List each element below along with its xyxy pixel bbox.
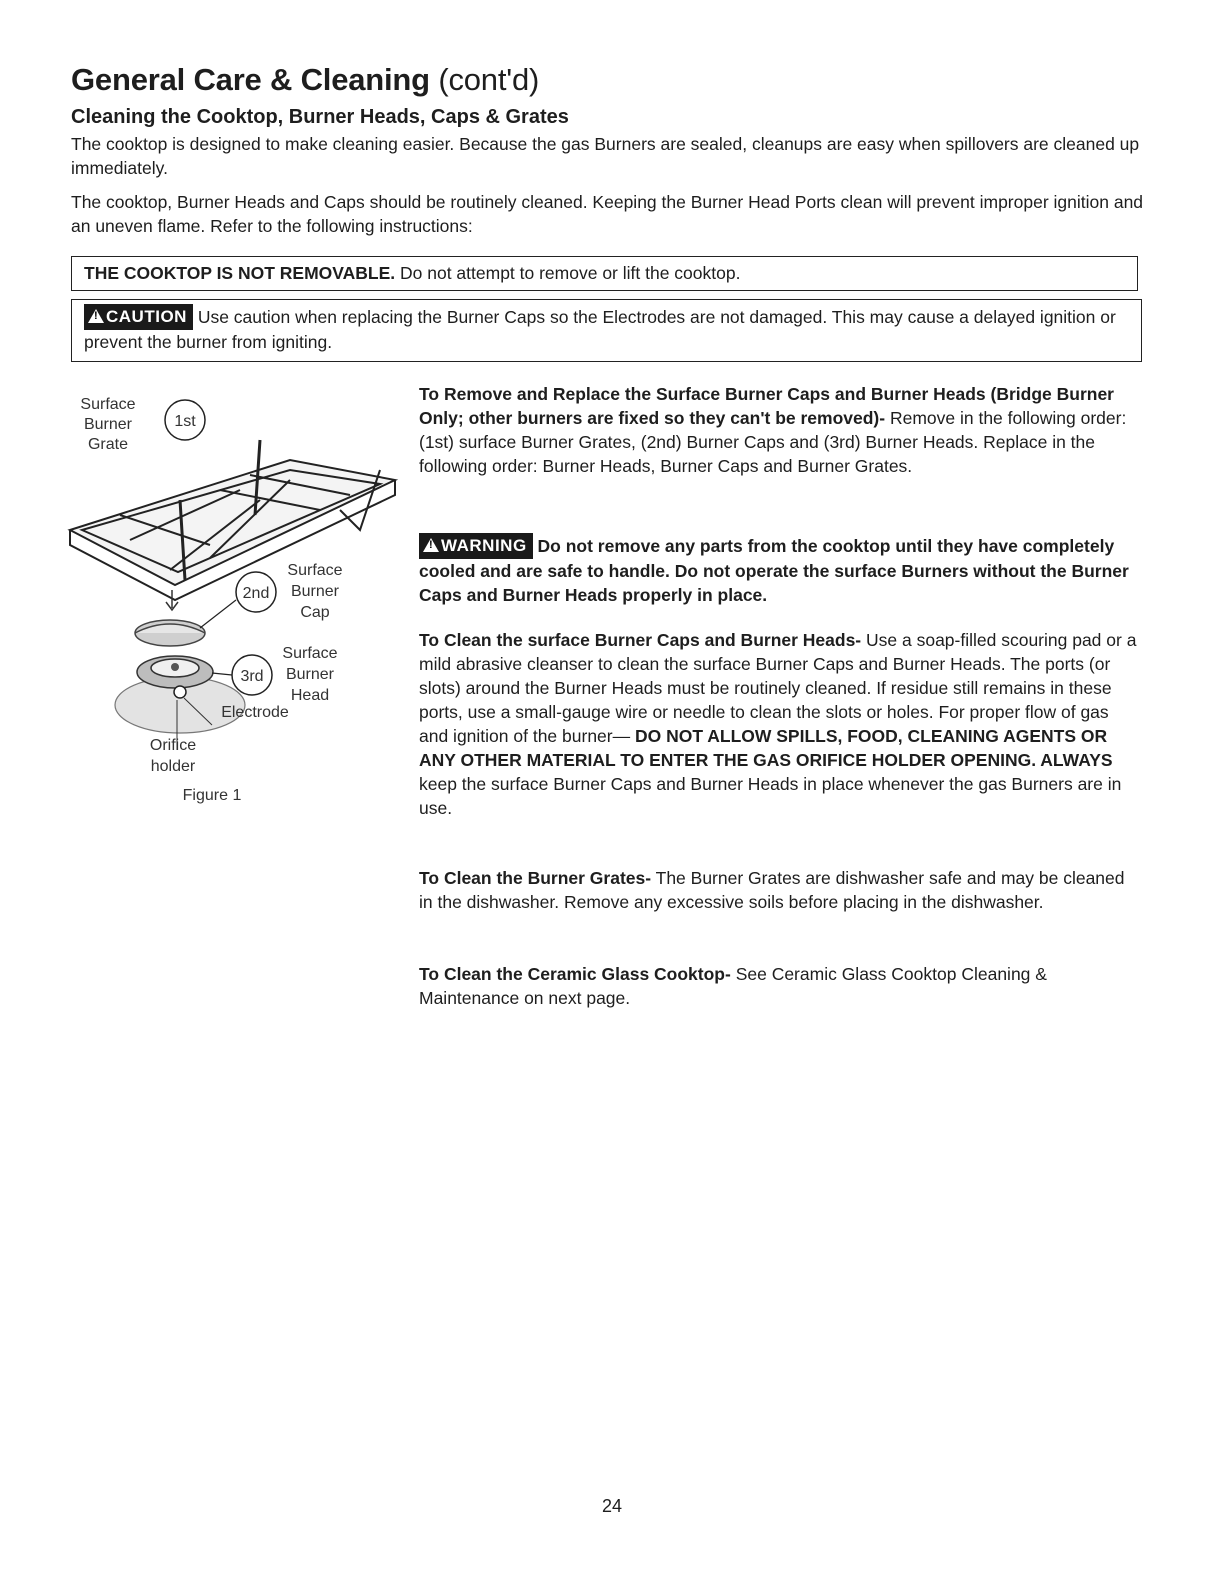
not-removable-notice: THE COOKTOP IS NOT REMOVABLE. Do not attempt to remove or lift the cooktop. bbox=[71, 256, 1138, 291]
svg-text:Head: Head bbox=[290, 687, 330, 704]
svg-text:holder: holder bbox=[150, 758, 196, 775]
caution-badge: !CAUTION bbox=[84, 304, 193, 330]
clean-grates-section: To Clean the Burner Grates- The Burner Grates are dishwasher safe and may be cleaned in the dishwasher. Remove any excessive soils before placing in the dishwasher. bbox=[419, 868, 1125, 912]
intro-paragraph-1: The cooktop is designed to make cleaning easier. Because the gas Burners are sealed, cleanups are easy when spillovers are cleaned up immediately. bbox=[71, 134, 1140, 178]
burner-head-drawing bbox=[115, 656, 245, 750]
warning-badge: !WARNING bbox=[419, 533, 533, 559]
warning-section: !WARNING Do not remove any parts from the cooktop until they have completely cooled and are safe to handle. Do not operate the surface Burners without the Burner Caps and Burner Heads properly in place. bbox=[419, 533, 1139, 607]
figure-caption: Figure 1 bbox=[182, 787, 242, 804]
svg-text:Burner: Burner bbox=[290, 583, 340, 600]
svg-text:Burner: Burner bbox=[285, 666, 335, 683]
step-2-marker bbox=[200, 572, 276, 628]
clean-glass-section: To Clean the Ceramic Glass Cooktop- See Ceramic Glass Cooktop Cleaning & Maintenance on next page. bbox=[419, 964, 1047, 1008]
clean-caps-heads-section: To Clean the surface Burner Caps and Burner Heads- Use a soap-filled scouring pad or a mild abrasive cleanser to clean the surface Burner Caps and Burner Heads. The ports (or slots) around the Burner Heads must be routinely cleaned. If residue still remains in these ports, use a small-gauge wire or needle to clean the slots or holes. For proper flow of gas and ignition of the burner— DO NOT ALLOW SPILLS, FOOD, CLEANING AGENTS OR ANY OTHER MATERIAL TO ENTER THE GAS ORIFICE HOLDER OPENING. ALWAYS keep the surface Burner Caps and Burner Heads in place whenever the gas Burners are in use. bbox=[419, 630, 1137, 818]
step-1-marker bbox=[165, 400, 205, 440]
orifice-holder-label bbox=[150, 737, 196, 775]
electrode-label: Electrode bbox=[221, 704, 289, 721]
grate-label bbox=[80, 396, 135, 453]
burner-grate-drawing bbox=[70, 440, 395, 600]
svg-text:2nd: 2nd bbox=[242, 585, 270, 602]
caution-notice: !CAUTION Use caution when replacing the Burner Caps so the Electrodes are not damaged. This may cause a delayed ignition or prevent the burner from igniting. bbox=[71, 299, 1142, 362]
burner-diagram bbox=[60, 380, 400, 820]
warning-triangle-icon bbox=[423, 538, 439, 552]
head-label bbox=[282, 645, 337, 704]
svg-text:Orifice: Orifice bbox=[149, 737, 197, 754]
remove-replace-section: To Remove and Replace the Surface Burner Caps and Burner Heads (Bridge Burner Only; other burners are fixed so they can't be removed)- Remove in the following order: (1st) surface Burner Grates, (2nd) Burner Caps and (3rd) Burner Heads. Replace in the following order: Burner Heads, Burner Caps and Burner Grates. bbox=[419, 384, 1127, 476]
svg-text:Cap: Cap bbox=[300, 604, 330, 621]
svg-text:Surface: Surface bbox=[287, 562, 343, 579]
section-heading: Cleaning the Cooktop, Burner Heads, Caps & Grates bbox=[71, 106, 569, 128]
svg-text:Surface: Surface bbox=[282, 645, 338, 662]
svg-text:3rd: 3rd bbox=[240, 668, 264, 685]
page-title: General Care & Cleaning (cont'd) bbox=[71, 62, 540, 97]
warning-triangle-icon bbox=[88, 309, 104, 323]
svg-text:1st: 1st bbox=[174, 413, 196, 430]
page-number: 24 bbox=[601, 1496, 623, 1516]
svg-text:Burner: Burner bbox=[83, 416, 133, 433]
intro-paragraph-2: The cooktop, Burner Heads and Caps should be routinely cleaned. Keeping the Burner Head Ports clean will prevent improper ignition and an uneven flame. Refer to the following instructions: bbox=[71, 192, 1144, 236]
svg-text:Grate: Grate bbox=[87, 436, 129, 453]
svg-text:Surface: Surface bbox=[80, 396, 136, 413]
cap-label bbox=[287, 562, 342, 621]
